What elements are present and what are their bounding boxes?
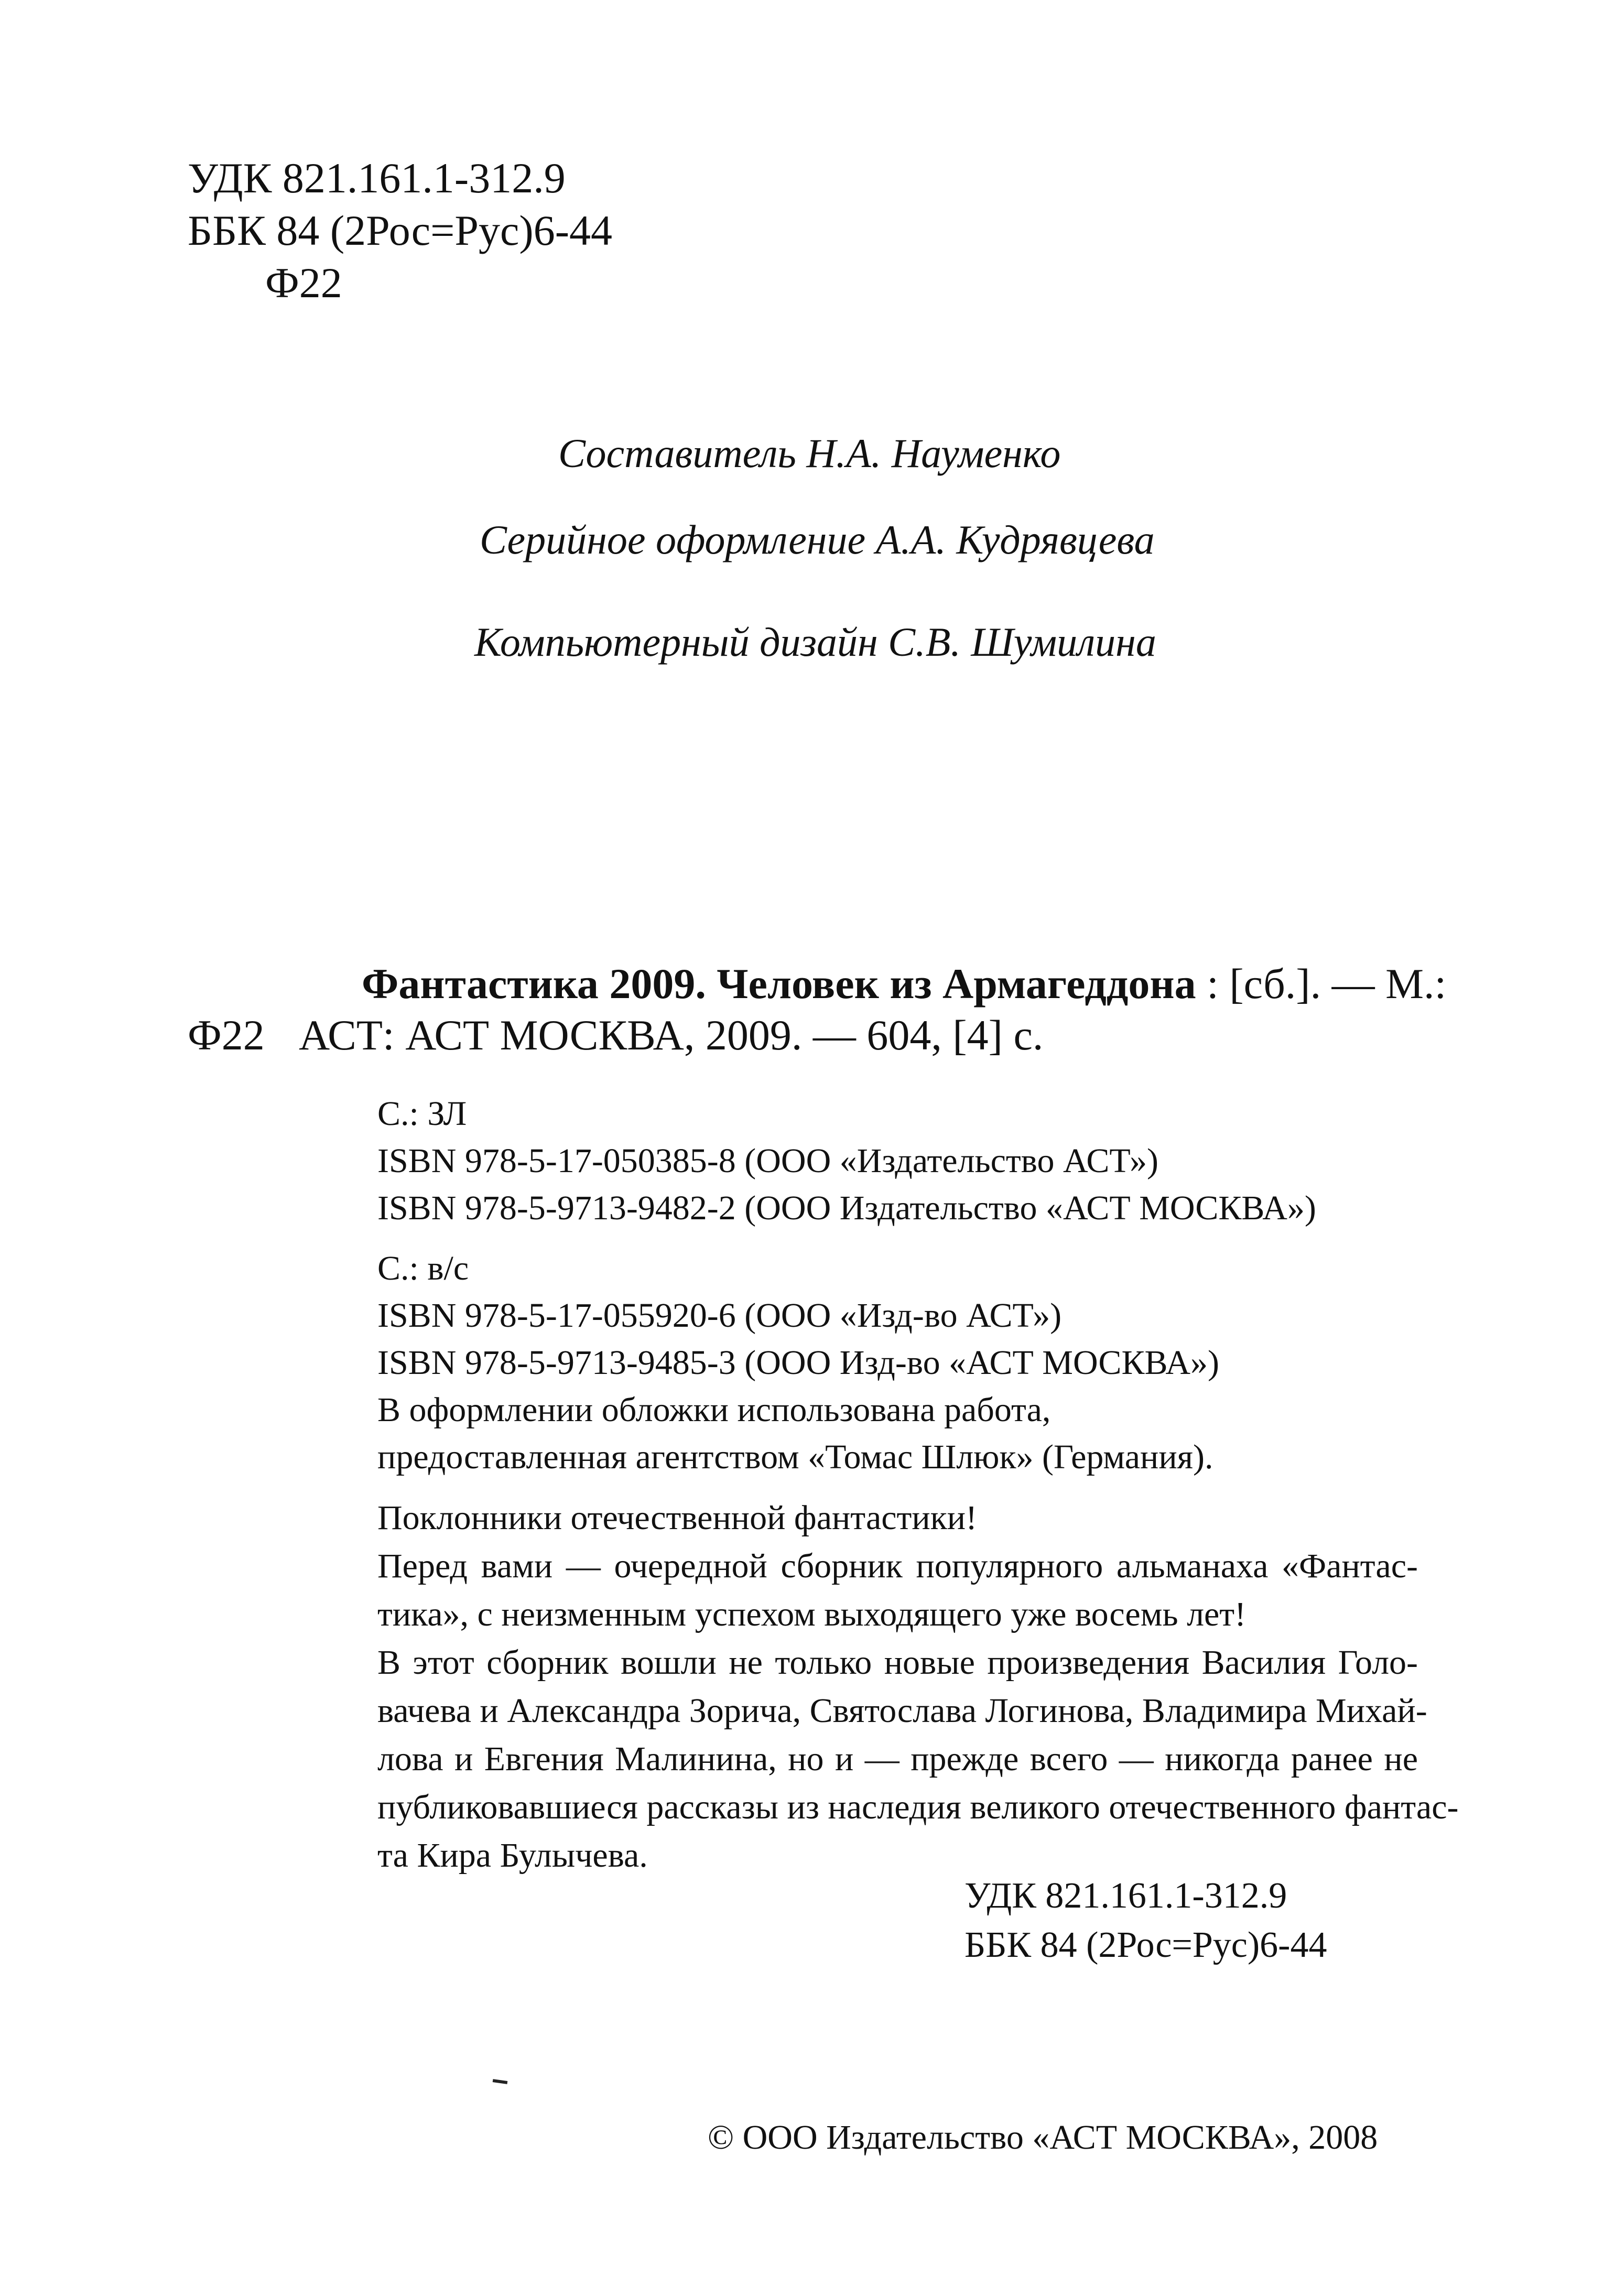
imprint-line: АСТ: АСТ МОСКВА, 2009. — 604, [4] с. [299, 1011, 1044, 1059]
book-title: Фантастика 2009. Человек из Армагеддона [362, 960, 1196, 1008]
annotation-line: та Кира Булычева. [377, 1836, 648, 1875]
annotation-line: Перед вами — очередной сборник популярного альманаха «Фантас- [377, 1547, 1418, 1585]
compiler-credit: Составитель Н.А. Науменко [558, 430, 1061, 476]
annotation-line: вачева и Александра Зорича, Святослава Логинова, Владимира Михай- [377, 1692, 1427, 1730]
isbn-line: ISBN 978-5-9713-9485-3 (ООО Изд-во «АСТ МОСКВА») [377, 1344, 1219, 1382]
top-classification-codes [188, 152, 612, 309]
isbn-line: ISBN 978-5-17-055920-6 (ООО «Изд-во АСТ») [377, 1296, 1062, 1335]
series-label: С.: в/с [377, 1249, 469, 1287]
annotation-line: тика», с неизменным успехом выходящего уже восемь лет! [377, 1595, 1247, 1633]
title-suffix: : [сб.]. — М.: [1196, 960, 1447, 1008]
isbn-line: ISBN 978-5-9713-9482-2 (ООО Издательство «АСТ МОСКВА») [377, 1189, 1316, 1227]
computer-design-credit: Компьютерный дизайн С.В. Шумилина [474, 619, 1156, 665]
series-design-credit: Серийное оформление А.А. Кудрявцева [480, 517, 1155, 562]
bbk-code-bottom: ББК 84 (2Рос=Рус)6-44 [964, 1925, 1327, 1965]
annotation-line: В этот сборник вошли не только новые произведения Василия Голо- [377, 1643, 1418, 1682]
author-mark: Ф22 [265, 259, 342, 307]
annotation-line: лова и Евгения Малинина, но и — прежде всего — никогда ранее не [377, 1740, 1418, 1778]
bibliographic-author-mark: Ф22 [188, 1011, 265, 1059]
bottom-classification-codes [964, 1871, 1327, 1970]
isbn-group-2 [377, 1245, 1219, 1481]
udk-code: УДК 821.161.1-312.9 [188, 154, 566, 202]
annotation-line: публиковавшиеся рассказы из наследия великого отечественного фантас- [377, 1788, 1459, 1826]
copyright-line: © ООО Издательство «АСТ МОСКВА», 2008 [708, 2118, 1378, 2157]
isbn-line: ISBN 978-5-17-050385-8 (ООО «Издательство АСТ») [377, 1142, 1158, 1180]
cover-note-line: В оформлении обложки использована работа, [377, 1391, 1051, 1429]
annotation-greeting: Поклонники отечественной фантастики! [377, 1499, 978, 1537]
series-label: С.: ЗЛ [377, 1095, 467, 1133]
stray-mark [493, 2079, 508, 2084]
bbk-code: ББК 84 (2Рос=Рус)6-44 [188, 207, 613, 254]
bibliographic-title [362, 959, 1446, 1009]
annotation [377, 1494, 1459, 1880]
udk-code-bottom: УДК 821.161.1-312.9 [964, 1876, 1287, 1916]
isbn-group-1 [377, 1090, 1316, 1232]
cover-note-line: предоставленная агентством «Томас Шлюк» (Германия). [377, 1438, 1213, 1476]
